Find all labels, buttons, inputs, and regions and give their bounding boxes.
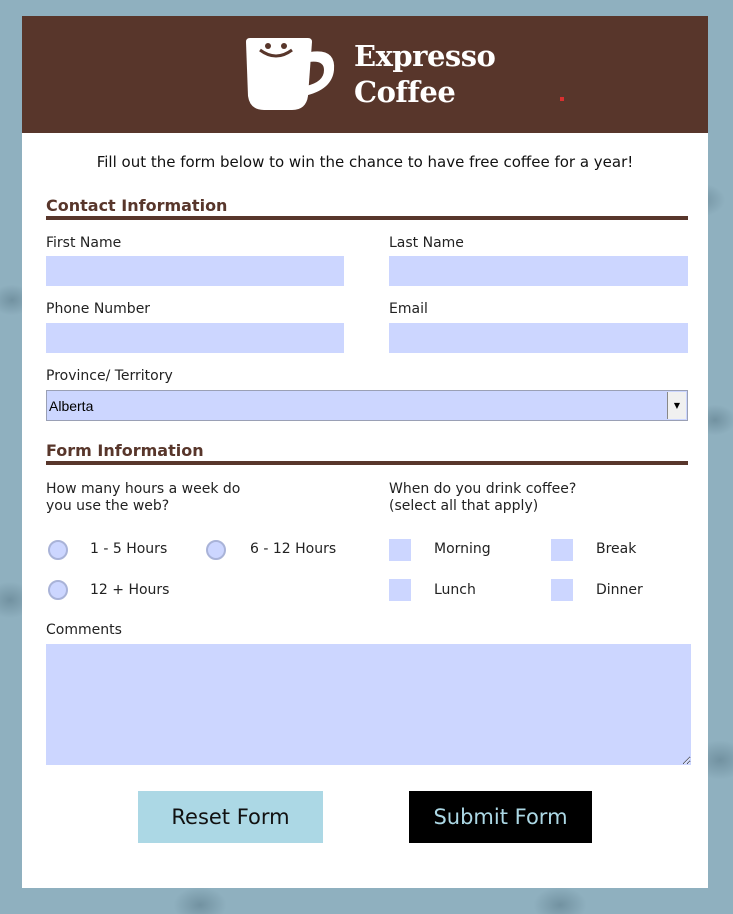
last-name-input[interactable] <box>389 256 688 286</box>
province-select[interactable] <box>46 390 688 421</box>
intro-text: Fill out the form below to win the chance to have free coffee for a year! <box>96 153 634 171</box>
province-label: Province/ Territory <box>46 368 173 384</box>
reset-button[interactable]: Reset Form <box>138 791 323 843</box>
email-label: Email <box>389 301 428 317</box>
checkbox-label-lunch: Lunch <box>434 582 476 598</box>
hours-question-line-2: you use the web? <box>46 498 170 514</box>
phone-input[interactable] <box>46 323 344 353</box>
checkbox-label-break: Break <box>596 541 637 557</box>
hours-question <box>46 481 240 515</box>
header <box>22 16 708 133</box>
form-card <box>22 16 708 888</box>
comments-label: Comments <box>46 622 122 638</box>
radio-label-6-12-hours: 6 - 12 Hours <box>250 541 337 557</box>
hours-question-line-1: How many hours a week do <box>46 481 241 497</box>
coffee-cup-icon <box>244 36 339 112</box>
radio-label-12-plus-hours: 12 + Hours <box>90 582 170 598</box>
phone-label: Phone Number <box>46 301 151 317</box>
drink-question <box>389 481 576 515</box>
first-name-input[interactable] <box>46 256 344 286</box>
drink-question-line-1: When do you drink coffee? <box>389 481 577 497</box>
contact-section-title: Contact Information <box>46 196 688 220</box>
radio-label-1-5-hours: 1 - 5 Hours <box>90 541 168 557</box>
province-selected-value: Alberta <box>49 398 94 414</box>
checkbox-label-dinner: Dinner <box>596 582 643 598</box>
form-section-title: Form Information <box>46 441 688 465</box>
brand-name <box>354 38 495 110</box>
dropdown-arrow-icon[interactable]: ▼ <box>667 392 686 419</box>
checkbox-break[interactable] <box>551 539 573 561</box>
last-name-label: Last Name <box>389 235 464 251</box>
checkbox-dinner[interactable] <box>551 579 573 601</box>
submit-button[interactable]: Submit Form <box>409 791 592 843</box>
radio-6-12-hours[interactable] <box>206 540 226 560</box>
radio-1-5-hours[interactable] <box>48 540 68 560</box>
drink-question-line-2: (select all that apply) <box>389 498 539 514</box>
brand-line-2: Coffee <box>354 75 456 109</box>
radio-12-plus-hours[interactable] <box>48 580 68 600</box>
red-dot <box>560 97 564 101</box>
checkbox-morning[interactable] <box>389 539 411 561</box>
first-name-label: First Name <box>46 235 122 251</box>
checkbox-lunch[interactable] <box>389 579 411 601</box>
brand-line-1: Expresso <box>354 39 496 73</box>
comments-textarea[interactable] <box>46 644 691 765</box>
email-input[interactable] <box>389 323 688 353</box>
checkbox-label-morning: Morning <box>434 541 491 557</box>
